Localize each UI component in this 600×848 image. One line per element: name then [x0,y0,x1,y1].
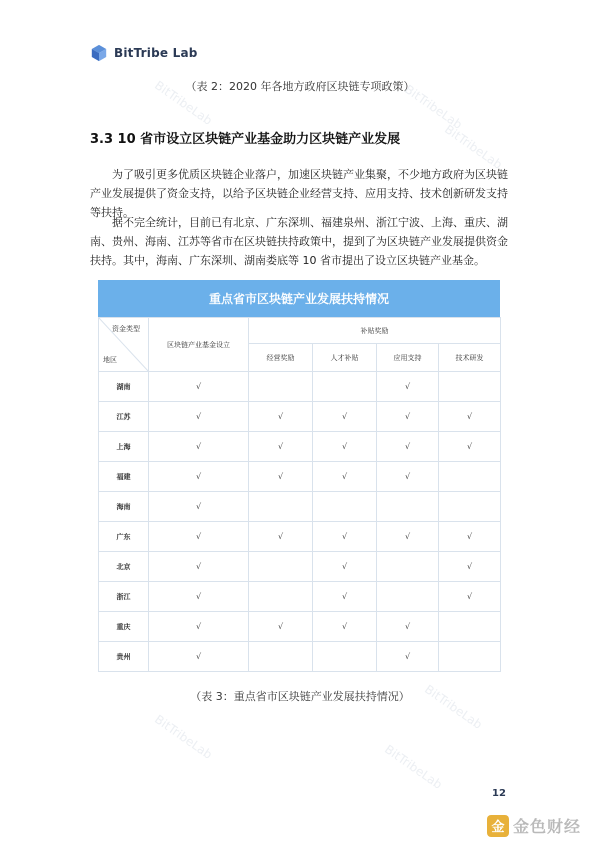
table-title: 重点省市区块链产业发展扶持情况 [98,280,500,317]
check-cell: √ [313,612,377,642]
col-header: 人才补贴 [313,344,377,372]
table-row [99,552,501,582]
region-cell: 重庆 [99,612,149,642]
col-header: 应用支持 [377,344,439,372]
check-cell: √ [313,402,377,432]
paragraph: 据不完全统计，目前已有北京、广东深圳、福建泉州、浙江宁波、上海、重庆、湖南、贵州、海南、江苏等省市在区块链扶持政策中，提到了为区块链产业发展提供资金扶持。其中，海南、广东深圳、湖南娄底等 10 省市提出了设立区块链产业基金。 [90,216,508,267]
source-name: 金色财经 [513,817,582,836]
check-cell [249,582,313,612]
watermark: BitTribeLab [152,712,215,762]
watermark: BitTribeLab [442,122,505,172]
check-cell: √ [313,522,377,552]
brand-logo [90,44,198,62]
check-cell: √ [149,552,249,582]
table-row [99,402,501,432]
check-cell: √ [149,402,249,432]
check-cell [377,492,439,522]
table-row [99,522,501,552]
region-cell: 贵州 [99,642,149,672]
check-cell [249,372,313,402]
table-row [99,642,501,672]
check-cell [313,372,377,402]
check-cell: √ [249,462,313,492]
table-row [99,612,501,642]
check-cell: √ [149,522,249,552]
check-cell: √ [439,582,501,612]
region-cell: 湖南 [99,372,149,402]
check-cell: √ [439,432,501,462]
watermark: BitTribeLab [382,742,445,792]
check-cell: √ [377,642,439,672]
check-cell [377,582,439,612]
check-cell: √ [313,462,377,492]
check-cell: √ [439,522,501,552]
fund-header: 区块链产业基金设立 [149,318,249,372]
watermark: BitTribeLab [152,78,215,128]
check-cell [313,642,377,672]
watermark: BitTribeLab [422,682,485,732]
coin-icon: 金 [487,815,509,837]
check-cell: √ [149,432,249,462]
support-table [98,280,500,668]
table-body [99,372,501,672]
check-cell: √ [313,582,377,612]
check-cell: √ [149,462,249,492]
check-cell: √ [249,402,313,432]
table-row [99,462,501,492]
check-cell [439,462,501,492]
check-cell [249,552,313,582]
region-cell: 江苏 [99,402,149,432]
check-cell [439,642,501,672]
check-cell: √ [377,402,439,432]
check-cell: √ [249,612,313,642]
check-cell: √ [377,612,439,642]
check-cell [377,552,439,582]
check-cell: √ [313,432,377,462]
table-row [99,432,501,462]
support-grid [98,317,501,672]
check-cell: √ [377,432,439,462]
cube-logo-icon [90,44,108,62]
table-corner-cell [99,318,149,372]
page-number: 12 [492,788,506,799]
check-cell [249,492,313,522]
region-cell: 北京 [99,552,149,582]
check-cell [249,642,313,672]
check-cell: √ [377,522,439,552]
region-cell: 广东 [99,522,149,552]
table-row [99,582,501,612]
section-title: 3.3 10 省市设立区块链产业基金助力区块链产业发展 [90,132,401,147]
check-cell: √ [439,552,501,582]
paragraph: 为了吸引更多优质区块链企业落户，加速区块链产业集聚，不少地方政府为区块链产业发展提供了资金支持，以给予区块链企业经营支持、应用支持、技术创新研发支持等扶持。 [90,168,508,219]
check-cell [439,492,501,522]
watermark: BitTribeLab [402,82,465,132]
source-badge [487,814,581,837]
subsidy-header: 补贴奖励 [249,318,501,344]
corner-top-label: 资金类型 [112,325,140,333]
check-cell: √ [249,522,313,552]
table3-caption: （表 3：重点省市区块链产业发展扶持情况） [190,690,410,703]
check-cell: √ [439,402,501,432]
check-cell: √ [149,492,249,522]
check-cell: √ [377,462,439,492]
check-cell [313,492,377,522]
check-cell: √ [313,552,377,582]
col-header: 经营奖励 [249,344,313,372]
check-cell: √ [149,582,249,612]
check-cell: √ [249,432,313,462]
check-cell: √ [377,372,439,402]
check-cell: √ [149,612,249,642]
brand-name: BitTribe Lab [114,46,198,60]
region-cell: 上海 [99,432,149,462]
table-row [99,492,501,522]
table2-caption: （表 2：2020 年各地方政府区块链专项政策） [185,80,415,93]
check-cell [439,612,501,642]
check-cell: √ [149,642,249,672]
corner-bottom-label: 地区 [103,356,117,364]
col-header: 技术研发 [439,344,501,372]
check-cell [439,372,501,402]
region-cell: 福建 [99,462,149,492]
table-row [99,372,501,402]
region-cell: 浙江 [99,582,149,612]
region-cell: 海南 [99,492,149,522]
check-cell: √ [149,372,249,402]
